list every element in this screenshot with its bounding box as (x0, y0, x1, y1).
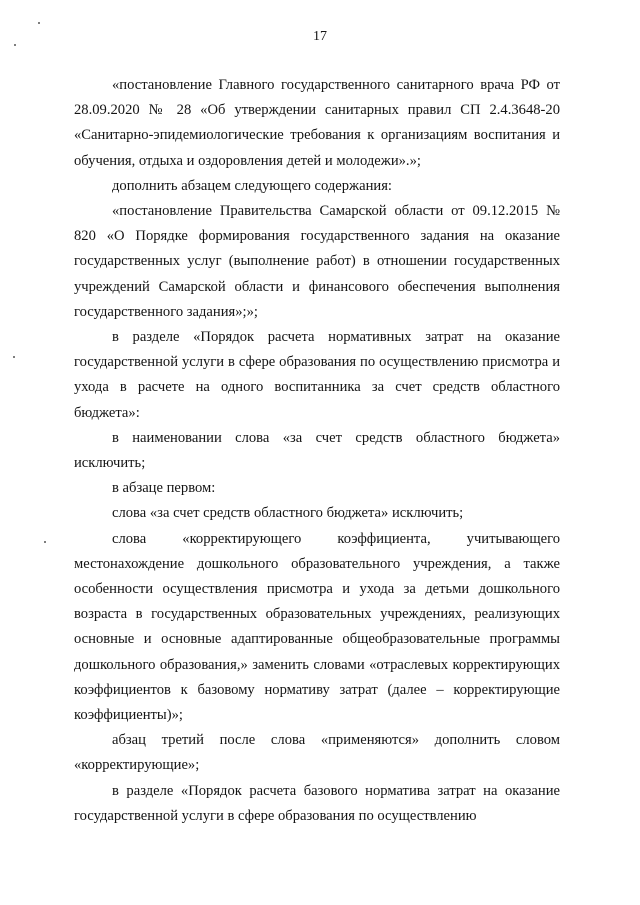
paragraph-third-paragraph: абзац третий после слова «применяются» дополнить словом «корректирующие»; (74, 732, 560, 774)
scan-speck (14, 44, 16, 46)
page-number: 17 (313, 29, 327, 44)
paragraph-first-paragraph: в абзаце первом: (112, 480, 216, 497)
paragraph-supplement-instruction: дополнить абзацем следующего содержания: (112, 177, 392, 194)
paragraph-words-exclusion: слова «за счет средств областного бюджета» исключить; (112, 505, 464, 522)
paragraph-resolution-government: «постановление Правительства Самарской области от 09.12.2015 № 820 «О Порядке формирования государственного задания на оказание государственных услуг (выполнение работ) в отношении государственных учреждений Самарской области и финансового обеспечения выполнения государственного задания»;»; (74, 203, 560, 320)
paragraph-coefficient-replacement: слова «корректирующего коэффициента, учитывающего местонахождение дошкольного образовательного учреждения, а также особенности осуществления присмотра и ухода за детьми дошкольного возраста в государственных образовательных учреждениях, реализующих основные и основные адаптированные общеобразовательные программы дошкольного образования,» заменить словами «отраслевых корректирующих коэффициентов к базовому нормативу затрат (далее – корректирующие коэффициенты)»; (74, 530, 560, 724)
scan-speck (13, 356, 15, 358)
paragraph-section-childcare-costs: в разделе «Порядок расчета нормативных затрат на оказание государственной услуги в сфере образования по осуществлению присмотра и ухода в расчете на одного воспитанника за счет средств областного бюджета»: (74, 329, 560, 421)
paragraph-resolution-sanitary: «постановление Главного государственного санитарного врача РФ от 28.09.2020 № 28 «Об утверждении санитарных правил СП 2.4.3648-20 «Санитарно-эпидемиологические требования к организациям воспитания и обучения, отдыха и оздоровления детей и молодежи».»; (74, 77, 560, 169)
paragraph-section-base-norm: в разделе «Порядок расчета базового норматива затрат на оказание государственной услуги в сфере образования по осуществлению (74, 782, 560, 824)
document-body (74, 73, 560, 829)
paragraph-title-amendment: в наименовании слова «за счет средств областного бюджета» исключить; (74, 429, 560, 472)
scan-speck (44, 541, 46, 543)
scan-speck (38, 22, 40, 24)
